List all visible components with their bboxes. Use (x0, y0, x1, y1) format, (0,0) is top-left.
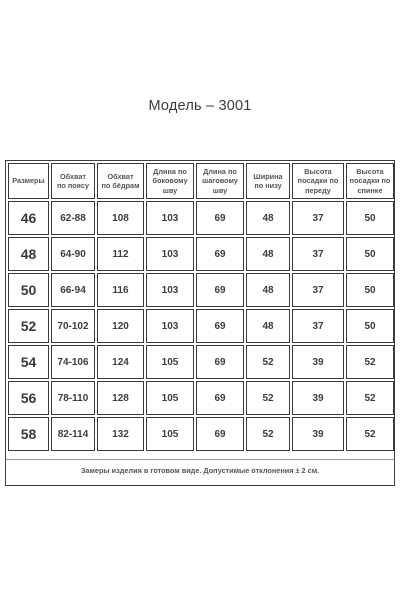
table-row (8, 201, 394, 235)
size-cell: 56 (8, 381, 49, 415)
size-cell: 46 (8, 201, 49, 235)
table-row (8, 273, 394, 307)
table-cell: 39 (292, 345, 344, 379)
table-cell: 69 (196, 381, 244, 415)
table-cell: 116 (97, 273, 144, 307)
table-cell: 74-106 (51, 345, 95, 379)
table-cell: 105 (146, 417, 194, 451)
table-row (8, 309, 394, 343)
header-cell-size: Размеры (8, 163, 49, 199)
table-cell: 39 (292, 417, 344, 451)
header-cell-back-rise: Высота посадки по спинке (346, 163, 394, 199)
table-cell: 105 (146, 345, 194, 379)
header-cell-hips: Обхват по бёдрам (97, 163, 144, 199)
table-cell: 52 (346, 345, 394, 379)
table-cell: 108 (97, 201, 144, 235)
table-cell: 66-94 (51, 273, 95, 307)
table-cell: 37 (292, 237, 344, 271)
table-cell: 50 (346, 201, 394, 235)
table-cell: 70-102 (51, 309, 95, 343)
table-cell: 37 (292, 273, 344, 307)
size-cell: 48 (8, 237, 49, 271)
table-cell: 52 (246, 417, 290, 451)
measurement-note: Замеры изделия в готовом виде. Допустимые отклонения ± 2 см. (6, 459, 394, 482)
table-cell: 50 (346, 237, 394, 271)
table-cell: 78-110 (51, 381, 95, 415)
table-cell: 62-88 (51, 201, 95, 235)
table-cell: 124 (97, 345, 144, 379)
table-cell: 103 (146, 273, 194, 307)
table-cell: 48 (246, 201, 290, 235)
table-cell: 105 (146, 381, 194, 415)
table-cell: 37 (292, 201, 344, 235)
table-cell: 50 (346, 309, 394, 343)
size-cell: 50 (8, 273, 49, 307)
table-cell: 120 (97, 309, 144, 343)
header-cell-hem-width: Ширина по низу (246, 163, 290, 199)
table-cell: 69 (196, 201, 244, 235)
table-row (8, 345, 394, 379)
table-cell: 50 (346, 273, 394, 307)
table-cell: 128 (97, 381, 144, 415)
table-cell: 48 (246, 237, 290, 271)
table-row (8, 237, 394, 271)
table-cell: 52 (246, 345, 290, 379)
header-cell-side-length: Длина по боковому шву (146, 163, 194, 199)
table-row (8, 381, 394, 415)
table-cell: 112 (97, 237, 144, 271)
table-cell: 82-114 (51, 417, 95, 451)
size-table (6, 161, 396, 453)
table-cell: 37 (292, 309, 344, 343)
header-row (8, 163, 394, 199)
table-cell: 69 (196, 273, 244, 307)
table-cell: 69 (196, 345, 244, 379)
size-cell: 58 (8, 417, 49, 451)
table-cell: 69 (196, 417, 244, 451)
size-chart (5, 160, 395, 486)
header-cell-front-rise: Высота посадки по переду (292, 163, 344, 199)
table-cell: 103 (146, 309, 194, 343)
table-cell: 103 (146, 201, 194, 235)
table-cell: 69 (196, 237, 244, 271)
table-cell: 103 (146, 237, 194, 271)
table-cell: 39 (292, 381, 344, 415)
table-cell: 52 (246, 381, 290, 415)
table-cell: 52 (346, 417, 394, 451)
table-row (8, 417, 394, 451)
size-cell: 52 (8, 309, 49, 343)
page-title: Модель – 3001 (148, 98, 252, 114)
table-cell: 132 (97, 417, 144, 451)
header-cell-waist: Обхват по поясу (51, 163, 95, 199)
table-cell: 48 (246, 309, 290, 343)
table-cell: 52 (346, 381, 394, 415)
header-cell-inseam-length: Длина по шаговому шву (196, 163, 244, 199)
table-cell: 48 (246, 273, 290, 307)
table-cell: 69 (196, 309, 244, 343)
table-cell: 64-90 (51, 237, 95, 271)
size-cell: 54 (8, 345, 49, 379)
